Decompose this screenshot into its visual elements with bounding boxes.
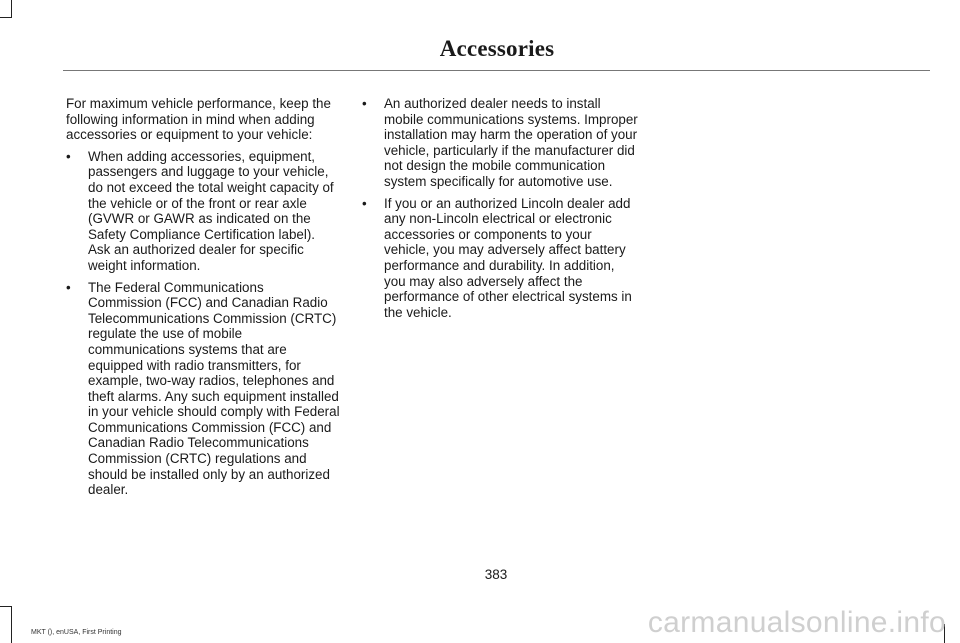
left-column [66,96,340,504]
crop-mark [0,606,12,607]
footer-text: MKT (), enUSA, First Printing [31,629,122,636]
page-number: 383 [484,567,508,582]
bullet-icon: • [362,195,367,211]
list-item [362,96,638,190]
watermark: carmanualsonline.info [647,606,946,639]
list-item [66,149,340,274]
crop-mark [0,17,12,18]
crop-mark [11,606,12,643]
list-item-text: An authorized dealer needs to install mobile communications systems. Improper installation may harm the operation of your vehicle, particularly if the manufacturer did not design the mobile communication system specifically for automotive use. [384,96,638,189]
list-item [362,196,638,321]
bullet-list [66,149,340,498]
intro-paragraph: For maximum vehicle performance, keep the following information in mind when adding accessories or equipment to your vehicle: [66,96,331,143]
bullet-icon: • [66,279,71,295]
bullet-list [362,96,638,320]
list-item-text: When adding accessories, equipment, passengers and luggage to your vehicle, do not exceed the total weight capacity of the vehicle or of the front or rear axle (GVWR or GAWR as indicated on the Safety Compliance Certification label). Ask an authorized dealer for specific weight information. [88,148,334,273]
right-column [362,96,638,326]
list-item [66,280,340,498]
bullet-icon: • [362,96,367,111]
page-title: Accessories [439,36,555,61]
header-rule [63,70,930,71]
list-item-text: If you or an authorized Lincoln dealer add any non-Lincoln electrical or electronic accessories or components to your vehicle, you may adversely affect battery performance and durability. In addition, you may also adversely affect the performance of other electrical systems in the vehicle. [384,195,632,320]
crop-mark [11,0,12,17]
list-item-text: The Federal Communications Commission (FCC) and Canadian Radio Telecommunications Commission (CRTC) regulate the use of mobile communications systems that are equipped with radio transmitters, for example, two-way radios, telephones and theft alarms. Any such equipment installed in your vehicle should comply with Federal Communications Commission (FCC) and Canadian Radio Telecommunications Commission (CRTC) regulations and should be installed only by an authorized dealer. [88,279,340,498]
bullet-icon: • [66,148,71,164]
